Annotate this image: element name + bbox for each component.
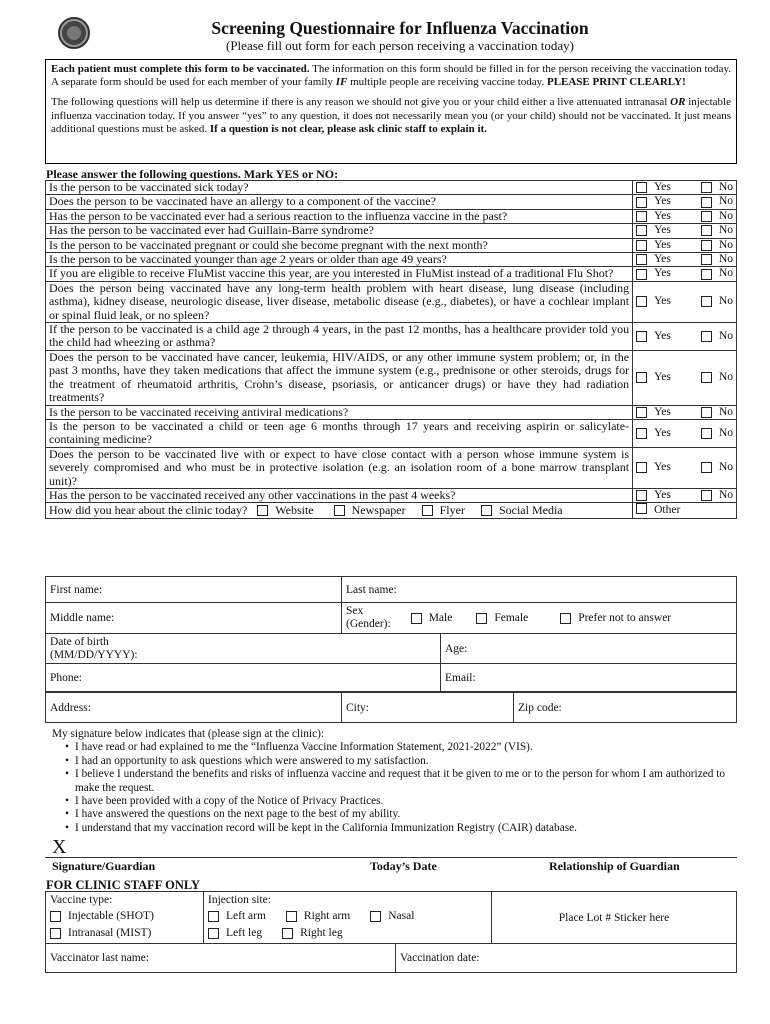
address-table <box>45 692 737 723</box>
yes-label: Yes <box>654 224 671 237</box>
website-label: Website <box>275 502 314 517</box>
vaccinator-field[interactable] <box>46 944 396 973</box>
yes-checkbox[interactable] <box>636 428 647 439</box>
yes-label: Yes <box>654 405 671 418</box>
flyer-label: Flyer <box>439 502 465 517</box>
zip-label: Zip code: <box>518 701 562 714</box>
injection-site-label: Injection site: <box>208 894 271 906</box>
zip-field[interactable] <box>514 693 737 723</box>
left-arm-label: Left arm <box>226 910 266 922</box>
left-arm-checkbox[interactable] <box>208 911 219 922</box>
question-row <box>46 419 737 447</box>
question-text: Has the person to be vaccinated received any other vaccinations in the past 4 weeks? <box>49 487 456 502</box>
sex-field <box>342 603 737 634</box>
left-leg-label: Left leg <box>226 927 263 939</box>
age-label: Age: <box>445 642 468 655</box>
yes-checkbox[interactable] <box>636 407 647 418</box>
injectable-checkbox[interactable] <box>50 911 61 922</box>
question-text: If the person to be vaccinated is a child age 2 through 4 years, in the past 12 months, has a healthcare provider told you the child had wheezing or asthma? <box>49 322 630 350</box>
vaccine-type-cell <box>46 892 204 944</box>
intro-text-2: multiple people are receiving vaccine today. <box>347 76 547 89</box>
yes-label: Yes <box>654 329 671 342</box>
prefer-not-label: Prefer not to answer <box>578 612 672 624</box>
page-subtitle: (Please fill out form for each person receiving a vaccination today) <box>226 38 574 53</box>
consent-item: • I had an opportunity to ask questions which were answered to my satisfaction. <box>65 755 742 768</box>
last-name-field[interactable] <box>342 577 737 603</box>
yes-checkbox[interactable] <box>636 240 647 251</box>
consent-item: • I believe I understand the benefits and risks of influenza vaccine and request that it be given to me or to the person for whom I am authorized to make the request. <box>65 768 742 795</box>
question-row <box>46 224 737 238</box>
yes-label: Yes <box>654 295 671 308</box>
yes-checkbox[interactable] <box>636 462 647 473</box>
no-checkbox[interactable] <box>701 331 712 342</box>
no-label: No <box>718 181 733 193</box>
no-label: No <box>718 253 733 266</box>
city-label: City: <box>346 701 370 714</box>
newspaper-label: Newspaper <box>351 502 406 517</box>
yes-label: Yes <box>654 370 671 383</box>
intro-bold: Each patient must complete this form to be vaccinated. <box>51 63 310 75</box>
male-checkbox[interactable] <box>411 613 422 624</box>
social-media-checkbox[interactable] <box>481 505 492 516</box>
nasal-checkbox[interactable] <box>370 911 381 922</box>
question-row <box>46 350 737 405</box>
no-checkbox[interactable] <box>701 269 712 280</box>
male-label: Male <box>428 612 453 624</box>
yes-label: Yes <box>654 209 671 222</box>
question-text: Does the person to be vaccinated live with or expect to have close contact with a person whose immune system is severely compromised and who must be in protective isolation (e.g. an isolation room of a bone marrow transplant unit)? <box>49 446 630 488</box>
dob-format-label: (MM/DD/YYYY): <box>50 648 138 661</box>
hear-question: How did you hear about the clinic today? <box>49 502 248 517</box>
question-row <box>46 253 737 267</box>
no-label: No <box>718 267 733 280</box>
intro-p2: The following questions will help us determine if there is any reason we should not give you or your child either a live attenuated intranasal <box>51 96 671 109</box>
first-name-label: First name: <box>50 583 103 596</box>
no-label: No <box>718 209 733 222</box>
no-checkbox[interactable] <box>701 407 712 418</box>
clinic-staff-heading: FOR CLINIC STAFF ONLY <box>46 878 201 892</box>
vaccination-date-field[interactable] <box>396 944 737 973</box>
injectable-label: Injectable (SHOT) <box>68 910 154 922</box>
question-text: Is the person to be vaccinated a child or teen age 6 months through 17 years and receiving aspirin or salicylate-containing medicine? <box>49 418 630 447</box>
question-row <box>46 238 737 252</box>
lot-sticker-label: Place Lot # Sticker here <box>558 911 670 924</box>
yes-label: Yes <box>654 267 671 280</box>
question-row <box>46 195 737 209</box>
date-label: Today’s Date <box>370 859 437 873</box>
no-checkbox[interactable] <box>701 254 712 265</box>
female-label: Female <box>494 612 529 624</box>
dob-label: Date of birth <box>50 635 109 648</box>
no-checkbox[interactable] <box>701 428 712 439</box>
yes-checkbox[interactable] <box>636 296 647 307</box>
no-checkbox[interactable] <box>701 240 712 251</box>
injection-site-cell <box>204 892 492 944</box>
right-leg-checkbox[interactable] <box>282 928 293 939</box>
city-field[interactable] <box>342 693 514 723</box>
yes-checkbox[interactable] <box>636 197 647 208</box>
no-checkbox[interactable] <box>701 225 712 236</box>
vaccination-date-label: Vaccination date: <box>400 952 480 964</box>
phone-field[interactable] <box>46 664 441 692</box>
consent-item: • I have been provided with a copy of the Notice of Privacy Practices. <box>65 795 742 808</box>
hear-about-row <box>46 503 737 518</box>
page-title: Screening Questionnaire for Influenza Vaccination <box>211 18 589 38</box>
nasal-label: Nasal <box>388 910 415 922</box>
no-checkbox[interactable] <box>701 182 712 193</box>
consent-item: • I have read or had explained to me the “Influenza Vaccine Information Statement, 2021-2022” (VIS). <box>65 741 742 754</box>
question-row <box>46 405 737 419</box>
consent-list <box>65 741 742 835</box>
yes-label: Yes <box>654 253 671 266</box>
consent-intro: My signature below indicates that (please sign at the clinic): <box>52 728 324 740</box>
yes-label: Yes <box>654 461 671 474</box>
address-field[interactable] <box>46 693 342 723</box>
no-label: No <box>718 461 733 474</box>
intro-p2-bold: If a question is not clear, please ask clinic staff to explain it. <box>209 122 487 135</box>
question-row <box>46 281 737 322</box>
question-text: Does the person to be vaccinated have an allergy to a component of the vaccine? <box>49 194 436 209</box>
question-row <box>46 323 737 351</box>
intro-p2-2: injectable influenza vaccination today. If you answer “yes” to any question, it does not necessarily mean you (or your child) should not be vaccinated. It just means additional questions must be asked. <box>51 96 731 135</box>
question-row <box>46 447 737 488</box>
question-text: Is the person to be vaccinated younger than age 2 years or older than age 49 years? <box>49 252 447 267</box>
county-seal-logo <box>58 17 90 49</box>
email-field[interactable] <box>441 664 737 692</box>
intro-text: The information on this form should be filled in for the person receiving the vaccination today. A separate form should be used for each member of your family <box>51 63 731 89</box>
right-leg-label: Right leg <box>300 927 343 939</box>
other-checkbox[interactable] <box>636 503 647 514</box>
yes-checkbox[interactable] <box>636 490 647 501</box>
yes-label: Yes <box>654 195 671 208</box>
middle-name-field[interactable] <box>46 603 342 634</box>
yes-checkbox[interactable] <box>636 331 647 342</box>
yes-checkbox[interactable] <box>636 182 647 193</box>
vaccine-type-label: Vaccine type: <box>50 894 113 906</box>
other-label: Other <box>654 504 681 517</box>
signature-line[interactable] <box>45 857 737 858</box>
instructions-box <box>45 59 737 164</box>
no-label: No <box>718 224 733 237</box>
print-clearly: PLEASE PRINT CLEARLY! <box>546 76 686 89</box>
relationship-label: Relationship of Guardian <box>549 859 680 873</box>
question-text: Does the person being vaccinated have any long-term health problem with heart disease, lung disease (including asthma), kidney disease, neurologic disease, liver disease, metabolic disease (e.g., diabetes), or have a cochlear implant or spinal fluid leak, or no spleen? <box>49 280 630 322</box>
question-text: Has the person to be vaccinated ever had a serious reaction to the influenza vaccine in the past? <box>49 208 508 223</box>
yes-label: Yes <box>654 426 671 439</box>
consent-section <box>52 728 742 835</box>
question-text: Does the person to be vaccinated have cancer, leukemia, HIV/AIDS, or any other immune system problem; or, in the past 3 months, have they taken medications that affect the immune system (e.g., prednisone or other steroids, drugs for the treatment of rheumatoid arthritis, Crohn’s disease, psoriasis, or anticancer drugs) or have they had radiation treatments? <box>49 349 630 405</box>
social-media-label: Social Media <box>498 502 563 517</box>
email-label: Email: <box>445 671 476 684</box>
flyer-checkbox[interactable] <box>422 505 433 516</box>
no-label: No <box>718 426 733 439</box>
last-name-label: Last name: <box>346 583 397 596</box>
newspaper-checkbox[interactable] <box>334 505 345 516</box>
intro-if: IF <box>335 76 348 89</box>
middle-name-label: Middle name: <box>50 612 115 624</box>
yes-checkbox[interactable] <box>636 269 647 280</box>
yes-label: Yes <box>654 238 671 251</box>
signature-label: Signature/Guardian <box>52 859 156 873</box>
question-row <box>46 181 737 195</box>
left-leg-checkbox[interactable] <box>208 928 219 939</box>
right-arm-label: Right arm <box>303 910 351 922</box>
questions-heading: Please answer the following questions. Mark YES or NO: <box>46 167 339 181</box>
clinic-staff-table <box>45 891 737 944</box>
female-checkbox[interactable] <box>476 613 487 624</box>
question-row <box>46 488 737 502</box>
no-checkbox[interactable] <box>701 197 712 208</box>
question-text: Is the person to be vaccinated receiving antiviral medications? <box>49 404 349 419</box>
vaccinator-label: Vaccinator last name: <box>50 952 149 964</box>
gender-label: (Gender): <box>346 618 391 630</box>
question-row <box>46 267 737 281</box>
yes-checkbox[interactable] <box>636 372 647 383</box>
website-checkbox[interactable] <box>257 505 268 516</box>
yes-checkbox[interactable] <box>636 211 647 222</box>
no-checkbox[interactable] <box>701 372 712 383</box>
no-label: No <box>718 295 733 308</box>
no-label: No <box>718 195 733 208</box>
no-label: No <box>718 405 733 418</box>
vaccinator-table <box>45 943 737 973</box>
intro-or: OR <box>670 96 686 109</box>
address-label: Address: <box>50 701 91 714</box>
consent-item: • I have answered the questions on the next page to the best of my ability. <box>65 808 742 821</box>
consent-item: • I understand that my vaccination record will be kept in the California Immunization Registry (CAIR) database. <box>65 822 742 835</box>
intranasal-label: Intranasal (MIST) <box>68 927 152 939</box>
question-text: Is the person to be vaccinated sick today? <box>49 180 249 194</box>
intranasal-checkbox[interactable] <box>50 928 61 939</box>
yes-checkbox[interactable] <box>636 225 647 236</box>
signature-x-mark: X <box>52 836 67 858</box>
yes-checkbox[interactable] <box>636 254 647 265</box>
lot-sticker-area <box>492 892 737 944</box>
patient-info-table <box>45 576 737 692</box>
prefer-not-checkbox[interactable] <box>560 613 571 624</box>
no-checkbox[interactable] <box>701 296 712 307</box>
screening-questions-table <box>45 180 737 519</box>
right-arm-checkbox[interactable] <box>286 911 297 922</box>
yes-label: Yes <box>654 181 671 193</box>
first-name-field[interactable] <box>46 577 342 603</box>
age-field[interactable] <box>441 634 737 664</box>
no-checkbox[interactable] <box>701 462 712 473</box>
no-checkbox[interactable] <box>701 211 712 222</box>
yes-label: Yes <box>654 488 671 501</box>
no-checkbox[interactable] <box>701 490 712 501</box>
no-label: No <box>718 370 733 383</box>
question-row <box>46 209 737 223</box>
no-label: No <box>718 488 733 501</box>
no-label: No <box>718 329 733 342</box>
phone-label: Phone: <box>50 671 82 684</box>
question-text: If you are eligible to receive FluMist vaccine this year, are you interested in FluMist instead of a traditional Flu Shot? <box>49 266 614 281</box>
no-label: No <box>718 238 733 251</box>
dob-field[interactable] <box>46 634 441 664</box>
question-text: Is the person to be vaccinated pregnant or could she become pregnant with the next month? <box>49 237 488 252</box>
question-text: Has the person to be vaccinated ever had Guillain-Barre syndrome? <box>49 223 374 238</box>
sex-label: Sex <box>346 605 364 617</box>
